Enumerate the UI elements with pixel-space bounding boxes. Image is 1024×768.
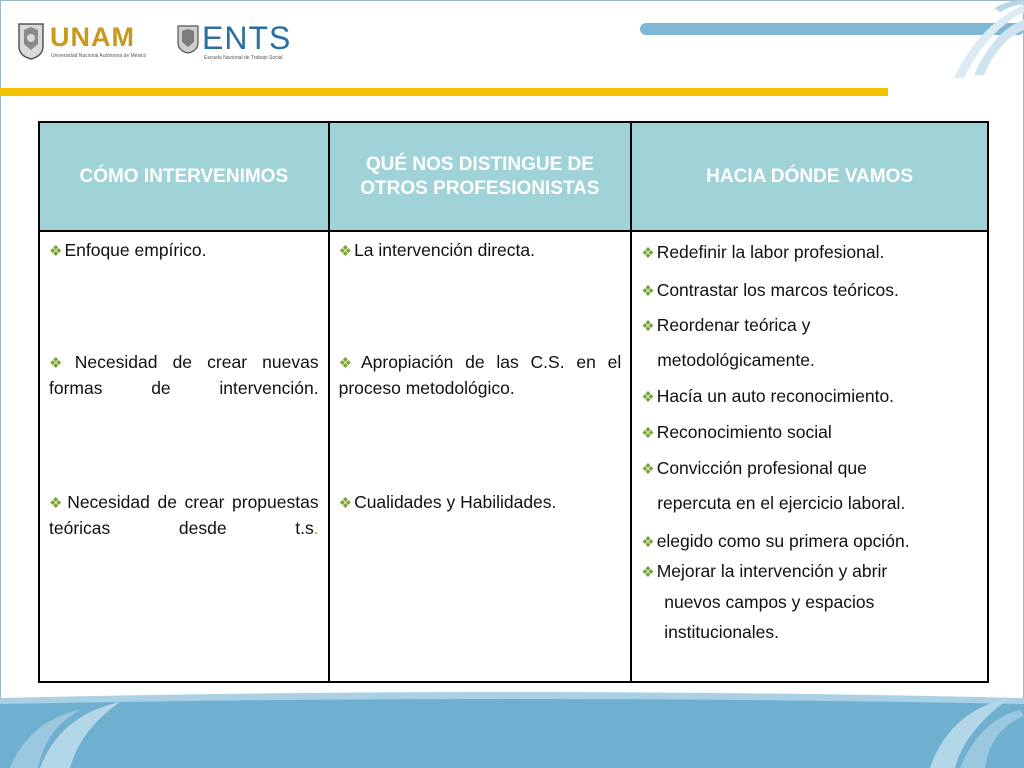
list-item: ❖ Necesidad de crear nuevas formas de intervención. [49,352,319,398]
unam-wordmark: UNAM [50,22,135,52]
diamond-bullet-icon: ❖ [641,461,655,478]
list-item-continuation: institucionales. [664,622,780,642]
diamond-bullet-icon: ❖ [641,318,655,335]
list-item: ❖ La intervención directa. [338,240,536,260]
diamond-bullet-icon: ❖ [641,534,655,551]
unam-seal-icon [16,22,46,60]
gold-divider-bar [0,88,888,96]
cell-como-intervenimos [39,231,329,682]
ents-wordmark: ENTS [202,20,292,56]
list-item: ❖ Convicción profesional que [641,458,867,478]
list-item-continuation: nuevos campos y espacios [664,592,875,612]
column-header-hacia-donde-vamos: HACIA DÓNDE VAMOS [631,122,988,231]
slide-header [0,0,1024,100]
decorative-wave-footer [0,690,1024,768]
list-item-continuation: metodológicamente. [657,350,815,370]
decorative-swoosh-top [554,0,1024,80]
cell-que-nos-distingue [329,231,632,682]
list-item: ❖ Necesidad de crear propuestas teóricas desde t.s. [49,492,319,538]
diamond-bullet-icon: ❖ [49,243,63,260]
unam-logo [16,22,161,64]
diamond-bullet-icon: ❖ [338,355,359,372]
diamond-bullet-icon: ❖ [49,355,73,372]
diamond-bullet-icon: ❖ [641,245,655,262]
list-item: ❖ Mejorar la intervención y abrir [641,561,888,581]
list-item: ❖ Contrastar los marcos teóricos. [641,280,899,300]
diamond-bullet-icon: ❖ [641,425,655,442]
cell-hacia-donde-vamos [631,231,988,682]
list-item: ❖ Reconocimiento social [641,422,832,442]
column-header-que-nos-distingue: QUÉ NOS DISTINGUE DE OTROS PROFESIONISTAS [329,122,632,231]
table-header-row [39,122,988,231]
diamond-bullet-icon: ❖ [49,495,66,512]
list-item-continuation: repercuta en el ejercicio laboral. [657,493,906,513]
list-item: ❖ Apropiación de las C.S. en el proceso metodológico. [338,352,622,398]
comparison-table [38,121,989,683]
list-item: ❖ Redefinir la labor profesional. [641,242,885,262]
unam-subtitle: Universidad Nacional Autónoma de México [51,53,147,59]
list-item: ❖ Enfoque empírico. [49,240,207,260]
diamond-bullet-icon: ❖ [641,389,655,406]
diamond-bullet-icon: ❖ [338,495,353,512]
column-header-como-intervenimos: CÓMO INTERVENIMOS [39,122,329,231]
diamond-bullet-icon: ❖ [641,564,655,581]
diamond-bullet-icon: ❖ [641,283,655,300]
ents-seal-icon [176,24,200,54]
ents-subtitle: Escuela Nacional de Trabajo Social [204,55,283,61]
ents-logo [176,22,296,64]
list-item: ❖ Hacía un auto reconocimiento. [641,386,895,406]
list-item: ❖ elegido como su primera opción. [641,531,910,551]
list-item: ❖ Reordenar teórica y [641,315,811,335]
table-row [39,231,988,682]
diamond-bullet-icon: ❖ [338,243,353,260]
list-item: ❖ Cualidades y Habilidades. [338,492,557,512]
